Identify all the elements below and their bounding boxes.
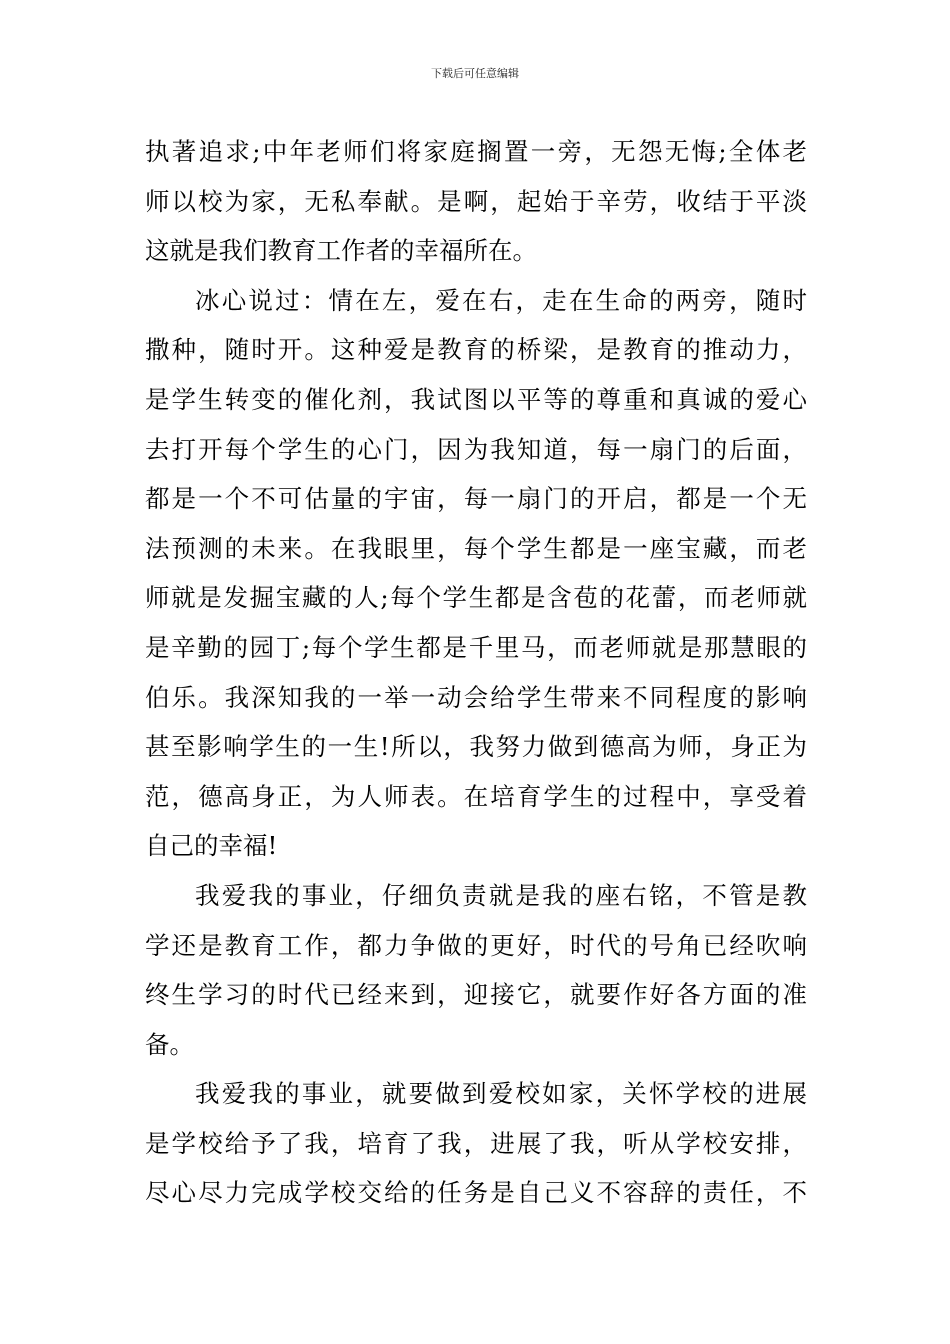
text-line: 我爱我的事业，就要做到爱校如家，关怀学校的进展 [195, 1079, 807, 1109]
text-line: 法预测的未来。在我眼里，每个学生都是一座宝藏，而老 [145, 533, 807, 563]
text-line: 撒种，随时开。这种爱是教育的桥梁，是教育的推动力， [145, 335, 807, 365]
text-line: 甚至影响学生的一生!所以，我努力做到德高为师，身正为 [145, 732, 807, 762]
text-line: 尽心尽力完成学校交给的任务是自己义不容辞的责任，不 [145, 1178, 807, 1208]
text-line: 是学校给予了我，培育了我，进展了我，听从学校安排， [145, 1128, 807, 1158]
header-note: 下载后可任意编辑 [431, 67, 519, 80]
text-line: 范，德高身正，为人师表。在培育学生的过程中，享受着 [145, 781, 807, 811]
text-line: 师就是发掘宝藏的人;每个学生都是含苞的花蕾，而老师就 [145, 583, 807, 613]
text-line: 学还是教育工作，都力争做的更好，时代的号角已经吹响 [145, 930, 807, 960]
text-line: 伯乐。我深知我的一举一动会给学生带来不同程度的影响 [145, 682, 807, 712]
text-line: 执著追求;中年老师们将家庭搁置一旁，无怨无悔;全体老 [145, 137, 807, 166]
text-line: 我爱我的事业，仔细负责就是我的座右铭，不管是教 [195, 880, 807, 910]
text-line: 冰心说过：情在左，爱在右，走在生命的两旁，随时 [195, 285, 807, 315]
text-line: 自己的幸福! [145, 831, 278, 861]
text-line: 师以校为家，无私奉献。是啊，起始于辛劳，收结于平淡 [145, 186, 807, 216]
text-line: 是辛勤的园丁;每个学生都是千里马，而老师就是那慧眼的 [145, 632, 807, 662]
text-line: 去打开每个学生的心门，因为我知道，每一扇门的后面， [145, 434, 807, 464]
text-line: 都是一个不可估量的宇宙，每一扇门的开启，都是一个无 [145, 484, 807, 514]
text-line: 终生学习的时代已经来到，迎接它，就要作好各方面的准 [145, 980, 807, 1010]
document-body [145, 127, 807, 1218]
text-line: 是学生转变的催化剂，我试图以平等的尊重和真诚的爱心 [145, 384, 807, 414]
text-line: 备。 [145, 1029, 194, 1059]
text-line: 这就是我们教育工作者的幸福所在。 [145, 236, 537, 266]
